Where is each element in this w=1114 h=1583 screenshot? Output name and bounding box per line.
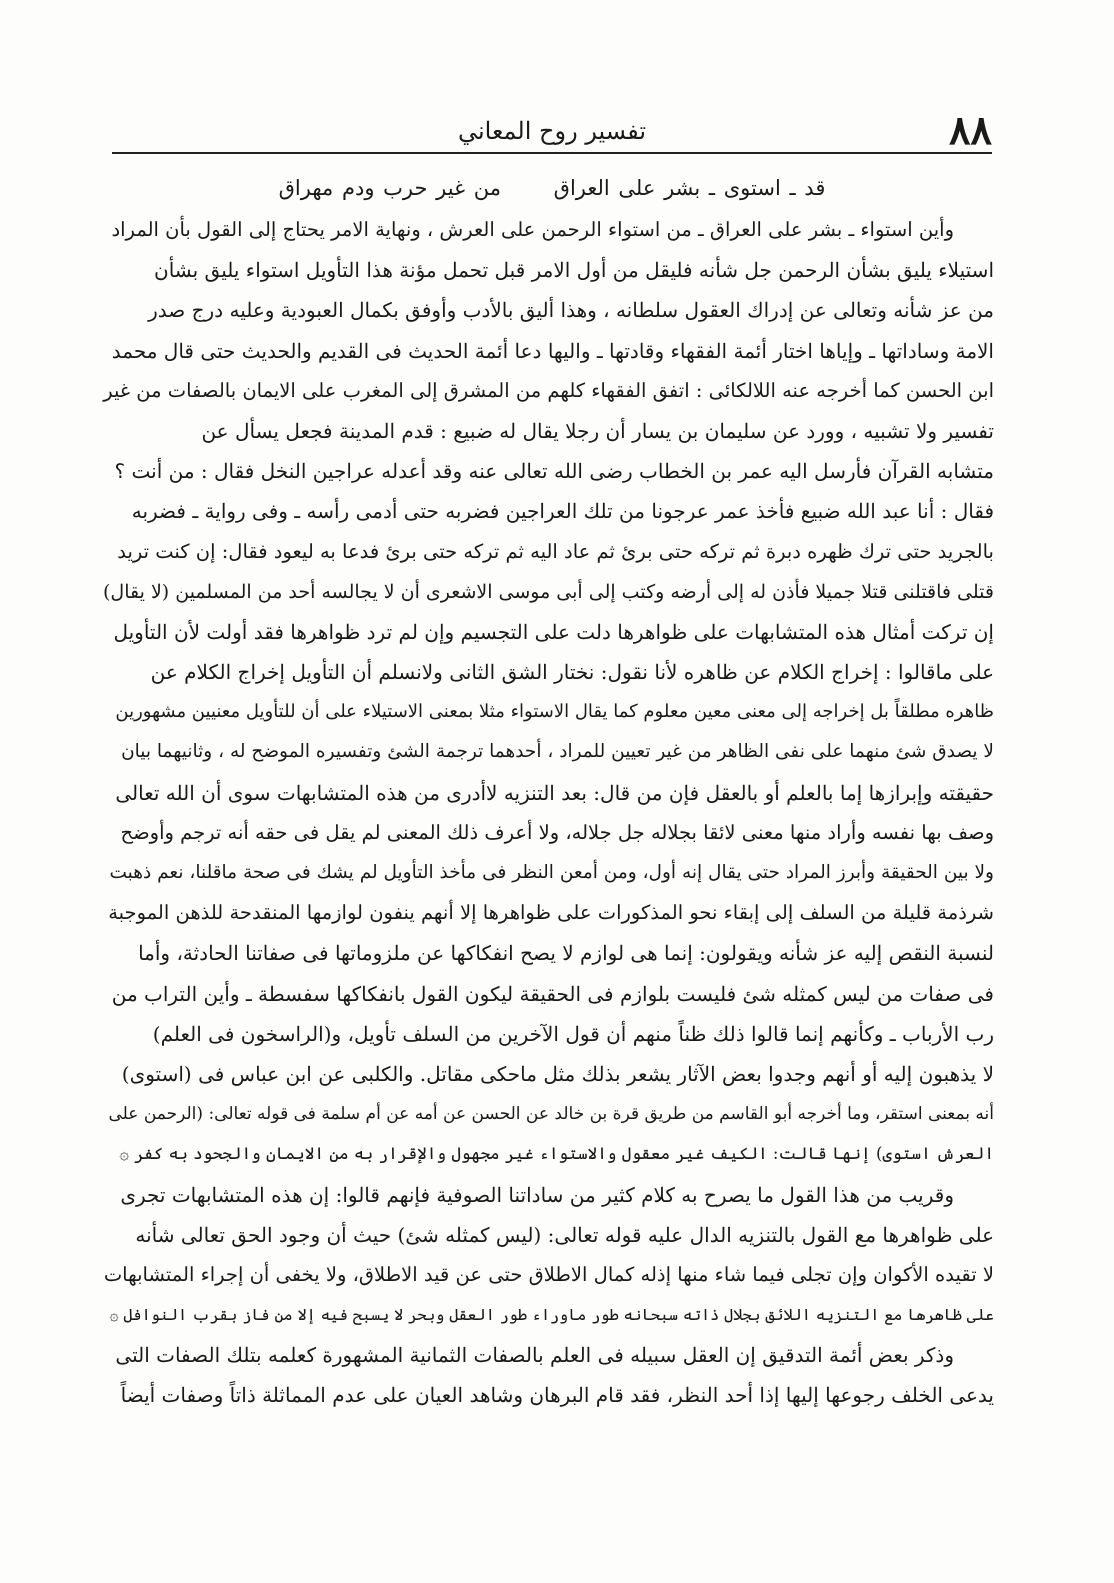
text-line: فقال : أنا عبد الله ضبيع فأخذ عمر عرجونا من تلك العراجين فضربه حتى أدمى رأسه ـ وفى رواية ـ فضربه	[131, 499, 994, 524]
text-line: أنه بمعنى استقر، وما أخرجه أبو القاسم من طريق قرة بن خالد عن الحسن عن أمه عن أم سلمة فى قوله تعالى: (الرحمن على	[108, 1104, 994, 1125]
text-line: متشابه القرآن فأرسل اليه عمر بن الخطاب رضى الله تعالى عنه وقد أعدله عراجين النخل فقال : من أنت ؟	[114, 459, 994, 484]
text-line: قتلى فاقتلنى قتلا جميلا فأذن له إلى أرضه وكتب إلى أبى موسى الاشعرى أن لا يجالسه أحد من المسلمين (لا يقال)	[103, 580, 994, 603]
text-line: إن تركت أمثال هذه المتشابهات على ظواهرها دلت على التجسيم وإن لم ترد ظواهرها فقد أولت لأن التأويل	[113, 619, 994, 644]
poetry-verse	[112, 170, 992, 206]
text-line: لا يصدق شئ منهما على نفى الظاهر من غير تعيين للمراد ، أحدهما ترجمة الشئ وتفسيره الموضح له ، وثانيهما بيان	[121, 741, 994, 763]
text-line: لنسبة النقص إليه عز شأنه ويقولون: إنما هى لوازم لا يصح انفكاكها عن ملزوماتها فى صفاتنا الحادثة، وأما	[138, 941, 994, 966]
text-line: الامة وساداتها ـ وإياها اختار أئمة الفقهاء وقادتها ـ واليها دعا أئمة الحديث فى القديم والحديث حتى قال محمد	[111, 338, 994, 363]
text-line: على ماقالوا : إخراج الكلام عن ظاهره لأنا نقول: نختار الشق الثانى ولانسلم أن التأويل إخراج الكلام عن	[150, 660, 994, 685]
header-divider	[112, 152, 992, 154]
text-line: على ظاهرها مع التنزيه اللائق بجلال ذاته سبحانه طور ماوراء طور العقل وبحر لا يسبح فيه إلا من فاز بقرب النوافل ۞	[109, 1306, 994, 1325]
text-line: بالجريد حتى ترك ظهره دبرة ثم تركه حتى برئ ثم عاد اليه ثم تركه حتى برئ فدعا به ليعود فقال: إن كنت تريد	[117, 539, 994, 563]
text-line: استيلاء يليق بشأن الرحمن جل شأنه فليقل من أول الامر قبل تحمل مؤنة هذا التأويل استواء يليق بشأن	[154, 258, 994, 283]
body-text	[102, 210, 994, 1416]
text-line: يدعى الخلف رجوعها إليها إذا أحد النظر، فقد قام البرهان وشاهد العيان على عدم المماثلة ذاتاً وصفات أيضاً	[120, 1383, 994, 1408]
text-line: شرذمة قليلة من السلف إلى إبقاء نحو المذكورات على ظواهرها إلا أنهم ينفون لوازمها المنقدحة للذهن الموجبة	[108, 901, 994, 925]
text-line: ظاهره مطلقاً بل إخراجه إلى معنى معين معلوم كما يقال الاستواء مثلا بمعنى الاستيلاء على أن للتأويل معنيين مشهورين	[115, 701, 994, 723]
verse-hemistich-left: من غير حرب ودم مهراق	[278, 176, 501, 200]
text-line: لا تقيده الأكوان وإن تجلى فيما شاء منها إذله كمال الاطلاق حتى عن قيد الاطلاق، ولا يخفى أن إجراء المتشابهات	[103, 1262, 994, 1286]
verse-hemistich-right: قد ـ استوى ـ بشر على العراق	[553, 176, 826, 200]
page-header	[112, 108, 992, 154]
text-line: رب الأرباب ـ وكأنهم إنما قالوا ذلك ظناً منهم أن قول الآخرين من السلف تأويل، و(الراسخون فى العلم)	[152, 1021, 994, 1046]
text-line: حقيقته وإبرازها إما بالعلم أو بالعقل فإن من قال: بعد التنزيه لاأدرى من هذه المتشابهات سوى أن الله تعالى	[115, 780, 994, 805]
text-line: على ظواهرها مع القول بالتنزيه الدال عليه قوله تعالى: (ليس كمثله شئ) حيث أن وجود الحق تعالى شأنه	[135, 1222, 994, 1247]
text-line: فى صفات من ليس كمثله شئ فليست بلوازم فى الحقيقة ليكون القول بانفكاكها سفسطة ـ وأين التراب من	[111, 981, 994, 1006]
text-line: العرش استوى) إنها قالت: الكيف غير معقول والاستواء غير مجهول والإقرار به من الايمان والجحود به كفر ۞	[119, 1144, 994, 1164]
text-line: ابن الحسن كما أخرجه عنه اللالكائى : اتفق الفقهاء كلهم من المشرق إلى المغرب على الايمان بالصفات من غير	[103, 378, 994, 402]
text-line: من عز شأنه وتعالى عن إدراك العقول سلطانه ، وهذا أليق بالأدب وأوفق بكمال العبودية وعليه درج صدر	[148, 298, 994, 323]
text-line: وقريب من هذا القول ما يصرح به كلام كثير من ساداتنا الصوفية فإنهم قالوا: إن هذه المتشابهات تجرى	[120, 1182, 954, 1207]
page-number: ٨٨	[949, 107, 992, 154]
running-title: تفسير روح المعاني	[457, 117, 647, 145]
text-line: وذكر بعض أئمة التدقيق إن العقل سبيله فى العلم بالصفات الثمانية المشهورة كعلمه بتلك الصفات التى	[115, 1343, 954, 1368]
text-line: وصف بها نفسه وأراد منها معنى لائقا بجلاله جل جلاله، ولا أعرف ذلك المعنى لم يقل فى حقه أنه ترجم وأوضح	[120, 820, 994, 844]
text-line: تفسير ولا تشبيه ، وورد عن سليمان بن يسار أن رجلا يقال له ضبيع : قدم المدينة فجعل يسأل عن	[201, 418, 994, 443]
text-line: ولا بين الحقيقة وأبرز المراد حتى يقال إنه أول، ومن أمعن النظر فى مأخذ التأويل لم يشك فى صحة ماقلنا، نعم ذهبت	[109, 862, 994, 883]
text-line: وأين استواء ـ بشر على العراق ـ من استواء الرحمن على العرش ، ونهاية الامر يحتاج إلى القول بأن المراد	[111, 218, 954, 241]
text-line: لا يذهبون إليه أو أنهم وجدوا بعض الآثار يشعر بذلك مثل ماحكى مقاتل. والكلبى عن ابن عباس فى (استوى)	[121, 1061, 994, 1086]
